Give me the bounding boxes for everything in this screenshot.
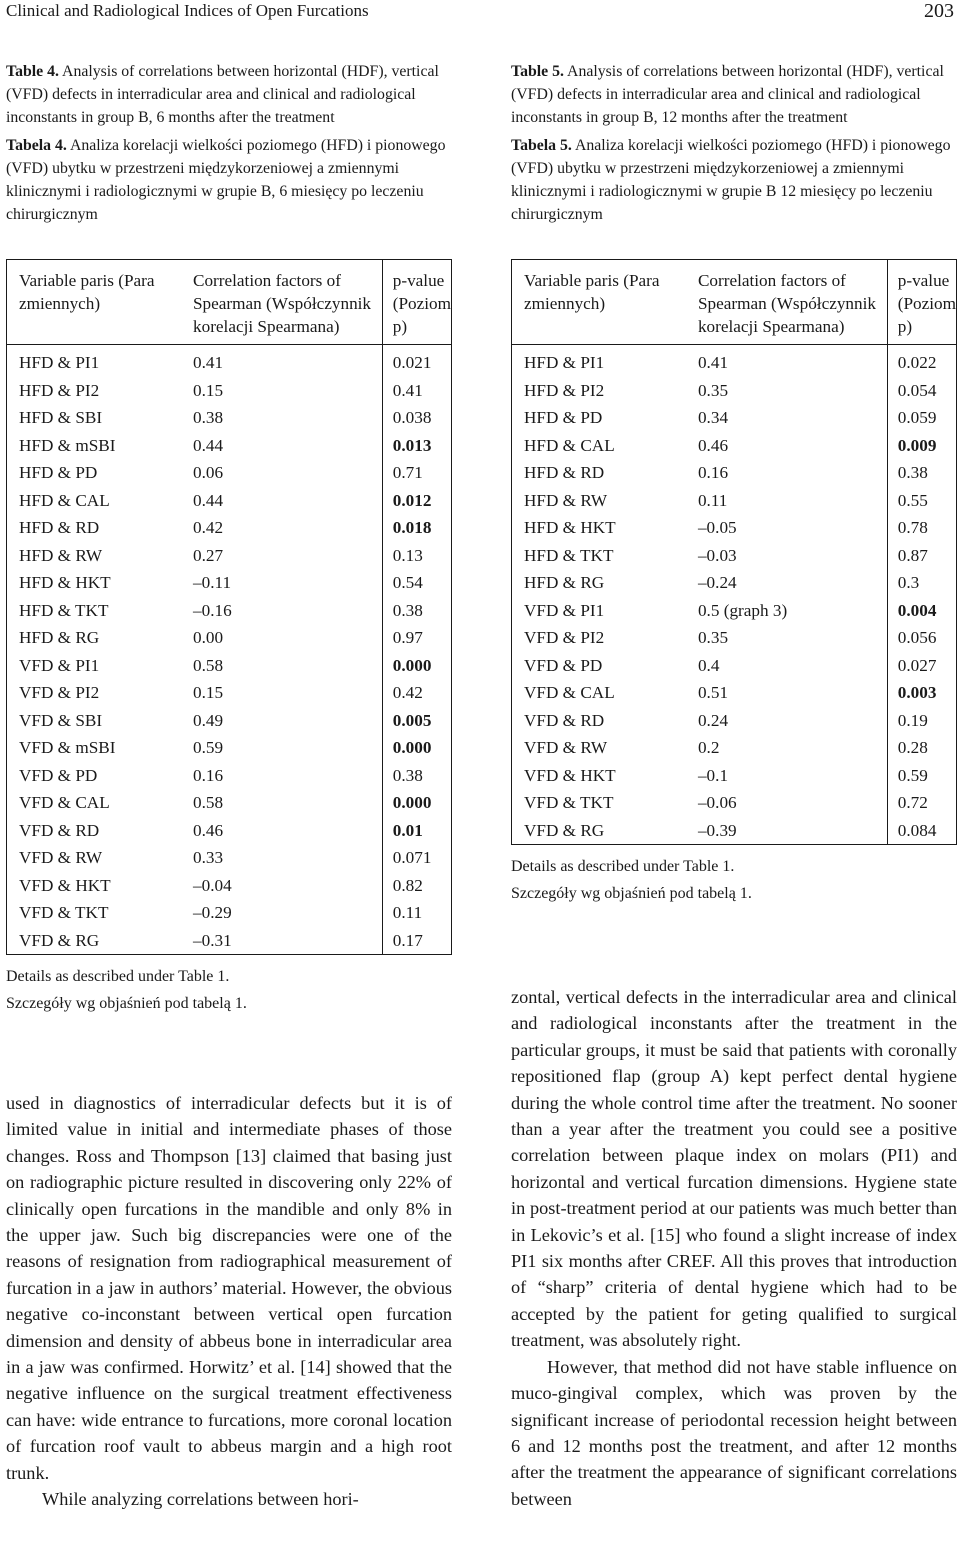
p-value-cell: 0.038 [392, 408, 432, 427]
table-row [7, 404, 452, 432]
correlation-cell: 0.44 [183, 432, 382, 460]
variable-pair-cell: HFD & PI1 [19, 353, 100, 372]
body-paragraph: However, that method did not have stable influence on muco-gingival complex, which was proven by the significant increase of periodontal recession height between 6 and 12 months post the treatment, and after 12 months after the treatment the appearance of significant correlations between [511, 1356, 957, 1509]
p-value-cell: 0.054 [897, 380, 937, 400]
page-number: 203 [924, 0, 954, 22]
table5-body [512, 345, 957, 845]
table4-note-en: Details as described under Table 1. [6, 968, 230, 985]
variable-pair-cell: VFD & TKT [19, 903, 109, 922]
p-value-cell: 0.59 [897, 765, 928, 785]
p-value-cell: 0.3 [897, 573, 920, 592]
variable-pair-cell: HFD & HKT [524, 518, 616, 537]
correlation-cell: –0.05 [688, 514, 887, 542]
table5-note-pl: Szczegóły wg objaśnień pod tabelą 1. [511, 885, 752, 902]
correlation-cell: 0.16 [688, 459, 887, 487]
correlation-cell: 0.58 [183, 652, 382, 680]
variable-pair-cell: HFD & PI2 [19, 380, 100, 400]
table5-caption-text: Analysis of correlations between horizontal (HDF), vertical (VFD) defects in interradicular area and clinical and radiological inconstants in group B, 12 months after the treatment [511, 63, 944, 126]
table-row [7, 514, 452, 542]
correlation-cell: 0.42 [183, 514, 382, 542]
table4-header-correlation: Correlation factors of Spearman (Współczynnik korelacji Spearmana) [183, 260, 382, 345]
p-value-cell: 0.004 [897, 600, 937, 620]
correlation-cell: –0.03 [688, 542, 887, 570]
table-row [512, 707, 957, 735]
table-row [512, 789, 957, 817]
variable-pair-cell: HFD & RW [524, 490, 608, 510]
correlation-cell: 0.16 [183, 762, 382, 790]
p-value-cell: 0.71 [392, 463, 423, 482]
table-row [512, 377, 957, 405]
table4-container [6, 259, 452, 1017]
variable-pair-cell: HFD & RG [524, 573, 605, 592]
correlation-cell: 0.15 [183, 679, 382, 707]
p-value-cell: 0.059 [897, 408, 937, 427]
correlation-cell: 0.11 [688, 487, 887, 515]
table-row [512, 542, 957, 570]
variable-pair-cell: VFD & RD [19, 820, 100, 840]
variable-pair-cell: VFD & RG [19, 930, 100, 950]
variable-pair-cell: HFD & TKT [19, 600, 109, 620]
variable-pair-cell: VFD & PD [524, 655, 603, 675]
table-row [7, 624, 452, 652]
variable-pair-cell: VFD & RG [524, 820, 605, 840]
table-row [512, 404, 957, 432]
table5-block [511, 60, 957, 226]
table-row [7, 569, 452, 597]
variable-pair-cell: HFD & SBI [19, 408, 103, 427]
p-value-cell: 0.82 [392, 875, 423, 895]
variable-pair-cell: VFD & TKT [524, 793, 614, 812]
correlation-cell: –0.11 [183, 569, 382, 597]
variable-pair-cell: HFD & PD [19, 463, 98, 482]
variable-pair-cell: VFD & HKT [19, 875, 111, 895]
variable-pair-cell: HFD & RG [19, 628, 100, 647]
variable-pair-cell: VFD & PI1 [524, 600, 605, 620]
p-value-cell: 0.071 [392, 848, 432, 867]
table-row [512, 432, 957, 460]
p-value-cell: 0.022 [897, 353, 937, 372]
correlation-cell: 0.38 [183, 404, 382, 432]
p-value-cell: 0.55 [897, 490, 928, 510]
table-row [7, 487, 452, 515]
variable-pair-cell: HFD & CAL [524, 435, 615, 455]
table5-caption [511, 60, 957, 129]
variable-pair-cell: HFD & RD [19, 518, 100, 537]
correlation-cell: 0.41 [183, 345, 382, 377]
table-row [7, 734, 452, 762]
p-value-cell: 0.000 [392, 738, 432, 757]
table5-header-correlation: Correlation factors of Spearman (Współczynnik korelacji Spearmana) [688, 260, 887, 345]
p-value-cell: 0.38 [897, 463, 928, 482]
table4-notes [6, 963, 452, 1017]
variable-pair-cell: HFD & HKT [19, 573, 111, 592]
correlation-cell: 0.46 [183, 817, 382, 845]
p-value-cell: 0.056 [897, 628, 937, 647]
correlation-cell: 0.24 [688, 707, 887, 735]
table-row [512, 762, 957, 790]
table-row [7, 345, 452, 377]
table-row [7, 927, 452, 955]
variable-pair-cell: VFD & CAL [19, 793, 110, 812]
table4-block [6, 60, 452, 226]
body-paragraph: used in diagnostics of interradicular defects but it is of limited value in initial and intermediate phases of those changes. Ross and Thompson [13] claimed that basing just on radiographic picture resulted in discovering only 22% of clinically open furcations in the mandible and only 8% in the upper jaw. Such big discrepancies were one of the reasons of resignation from radiographical measurement of furcation in a jaw in authors’ material. However, the obvious negative co-inconstant between vertical open furcation dimension and density of abbeus bone in interradicular area in a jaw was confirmed. Horwitz’ et al. [14] showed that the negative influence on the surgical treatment effectiveness can have: wide entrance to furcations, more coronal location of furcation roof vault to abbeus margin and a high root trunk. [6, 1093, 452, 1483]
table-row [7, 762, 452, 790]
table-row [512, 487, 957, 515]
variable-pair-cell: VFD & RD [524, 710, 605, 730]
table-row [512, 734, 957, 762]
variable-pair-cell: HFD & RD [524, 463, 605, 482]
table5-caption-pl [511, 134, 957, 226]
table5 [511, 259, 957, 845]
table-row [7, 844, 452, 872]
table4-caption-label: Table 4. [6, 63, 59, 80]
running-title: Clinical and Radiological Indices of Open Furcations [6, 1, 369, 20]
correlation-cell: 0.51 [688, 679, 887, 707]
correlation-cell: 0.35 [688, 624, 887, 652]
p-value-cell: 0.018 [392, 518, 432, 537]
correlation-cell: –0.24 [688, 569, 887, 597]
correlation-cell: 0.4 [688, 652, 887, 680]
table-row [7, 817, 452, 845]
table-row [512, 817, 957, 845]
p-value-cell: 0.009 [897, 435, 937, 455]
table-row [7, 459, 452, 487]
p-value-cell: 0.021 [392, 353, 432, 372]
correlation-cell: 0.49 [183, 707, 382, 735]
p-value-cell: 0.13 [392, 545, 423, 565]
table5-notes [511, 853, 957, 907]
correlation-cell: –0.31 [183, 927, 382, 955]
body-right-column [511, 984, 957, 1512]
p-value-cell: 0.11 [392, 903, 423, 922]
correlation-cell: 0.44 [183, 487, 382, 515]
variable-pair-cell: VFD & PI2 [19, 683, 100, 702]
correlation-cell: –0.29 [183, 899, 382, 927]
table4-note-pl: Szczegóły wg objaśnień pod tabelą 1. [6, 995, 247, 1012]
correlation-cell: 0.58 [183, 789, 382, 817]
variable-pair-cell: HFD & CAL [19, 490, 110, 510]
table-row [7, 652, 452, 680]
correlation-cell: 0.59 [183, 734, 382, 762]
variable-pair-cell: VFD & HKT [524, 765, 616, 785]
table4-caption [6, 60, 452, 129]
p-value-cell: 0.000 [392, 793, 432, 812]
table-row [7, 542, 452, 570]
p-value-cell: 0.17 [392, 930, 423, 950]
correlation-cell: 0.15 [183, 377, 382, 405]
p-value-cell: 0.78 [897, 518, 928, 537]
correlation-cell: 0.5 (graph 3) [688, 597, 887, 625]
table-row [7, 597, 452, 625]
table-row [512, 679, 957, 707]
variable-pair-cell: HFD & mSBI [19, 435, 116, 455]
table-row [512, 652, 957, 680]
p-value-cell: 0.19 [897, 710, 928, 730]
table-row [7, 432, 452, 460]
variable-pair-cell: HFD & PD [524, 408, 603, 427]
table4-caption-pl [6, 134, 452, 226]
correlation-cell: 0.00 [183, 624, 382, 652]
table-row [512, 624, 957, 652]
p-value-cell: 0.87 [897, 545, 928, 565]
table4-caption-pl-text: Analiza korelacji wielkości poziomego (HFD) i pionowego (VFD) ubytku w przestrzeni międzykorzeniowej a zmiennymi klinicznymi i radiologicznymi w grupie B, 6 miesięcy po leczeniu chirurgicznym [6, 137, 446, 223]
p-value-cell: 0.54 [392, 573, 423, 592]
p-value-cell: 0.38 [392, 600, 423, 620]
p-value-cell: 0.005 [392, 710, 432, 730]
p-value-cell: 0.003 [897, 683, 937, 702]
correlation-cell: 0.41 [688, 345, 887, 377]
variable-pair-cell: HFD & TKT [524, 545, 614, 565]
table-row [7, 872, 452, 900]
p-value-cell: 0.084 [897, 820, 937, 840]
correlation-cell: –0.39 [688, 817, 887, 845]
variable-pair-cell: VFD & RW [19, 848, 103, 867]
table-row [512, 514, 957, 542]
correlation-cell: 0.35 [688, 377, 887, 405]
table-row [512, 597, 957, 625]
table4-caption-text: Analysis of correlations between horizontal (HDF), vertical (VFD) defects in interradicular area and clinical and radiological inconstants in group B, 6 months after the treatment [6, 63, 439, 126]
p-value-cell: 0.42 [392, 683, 423, 702]
variable-pair-cell: HFD & PI1 [524, 353, 605, 372]
table-row [512, 569, 957, 597]
table5-caption-pl-label: Tabela 5. [511, 137, 572, 154]
p-value-cell: 0.97 [392, 628, 423, 647]
p-value-cell: 0.000 [392, 655, 432, 675]
p-value-cell: 0.012 [392, 490, 432, 510]
correlation-cell: –0.16 [183, 597, 382, 625]
table5-note-en: Details as described under Table 1. [511, 858, 735, 875]
table-row [7, 789, 452, 817]
correlation-cell: 0.34 [688, 404, 887, 432]
variable-pair-cell: VFD & PD [19, 765, 98, 785]
body-paragraph: While analyzing correlations between hori- [42, 1489, 359, 1510]
body-paragraph: zontal, vertical defects in the interradicular area and clinical and radiological inconstants after the treatment in the particular groups, it must be said that patients with coronally repositioned flap (group A) kept perfect dental hygiene during the whole control time after the treatment. No sooner than a year after the treatment you could see a positive correlation between plaque index on molars (PI1) and horizontal and vertical furcation dimensions. Hygiene state in post-treatment period at our patients was much better than in Lekovic’s et al. [15] who found a slight increase of index PI1 six months after CREF. All this proves that introduction of “sharp” criteria of dental hygiene which had to be accepted by the patient for geting qualified to surgical treatment, was absolutely right. [511, 987, 957, 1351]
table5-container [511, 259, 957, 907]
correlation-cell: 0.46 [688, 432, 887, 460]
correlation-cell: 0.27 [183, 542, 382, 570]
variable-pair-cell: VFD & PI1 [19, 655, 100, 675]
correlation-cell: –0.1 [688, 762, 887, 790]
table4-header-row [7, 260, 452, 345]
variable-pair-cell: HFD & PI2 [524, 380, 605, 400]
p-value-cell: 0.013 [392, 435, 432, 455]
variable-pair-cell: VFD & CAL [524, 683, 615, 702]
table5-caption-pl-text: Analiza korelacji wielkości poziomego (HFD) i pionowego (VFD) ubytku w przestrzeni międzykorzeniowej a zmiennymi klinicznymi i radiologicznymi w grupie B 12 miesięcy po leczeniu chirurgicznym [511, 137, 951, 223]
table-row [512, 345, 957, 377]
correlation-cell: –0.04 [183, 872, 382, 900]
table-row [7, 679, 452, 707]
variable-pair-cell: VFD & SBI [19, 710, 103, 730]
variable-pair-cell: VFD & PI2 [524, 628, 605, 647]
correlation-cell: –0.06 [688, 789, 887, 817]
table-row [7, 707, 452, 735]
p-value-cell: 0.28 [897, 738, 928, 757]
table5-caption-label: Table 5. [511, 63, 564, 80]
table4-caption-pl-label: Tabela 4. [6, 137, 67, 154]
variable-pair-cell: VFD & mSBI [19, 738, 116, 757]
p-value-cell: 0.38 [392, 765, 423, 785]
correlation-cell: 0.06 [183, 459, 382, 487]
variable-pair-cell: HFD & RW [19, 545, 103, 565]
p-value-cell: 0.027 [897, 655, 937, 675]
variable-pair-cell: VFD & RW [524, 738, 608, 757]
table5-header-variable: Variable paris (Para zmiennych) [512, 260, 688, 345]
table4 [6, 259, 452, 955]
table4-body [7, 345, 452, 955]
table-row [7, 899, 452, 927]
table-row [512, 459, 957, 487]
correlation-cell: 0.33 [183, 844, 382, 872]
table5-header-pvalue: p-value (Poziom p) [887, 260, 956, 345]
table-row [7, 377, 452, 405]
p-value-cell: 0.72 [897, 793, 928, 812]
correlation-cell: 0.2 [688, 734, 887, 762]
table4-header-variable: Variable paris (Para zmiennych) [7, 260, 184, 345]
body-left-column [6, 1090, 452, 1513]
p-value-cell: 0.01 [392, 820, 423, 840]
table4-header-pvalue: p-value (Poziom p) [382, 260, 451, 345]
p-value-cell: 0.41 [392, 380, 423, 400]
table5-header-row [512, 260, 957, 345]
